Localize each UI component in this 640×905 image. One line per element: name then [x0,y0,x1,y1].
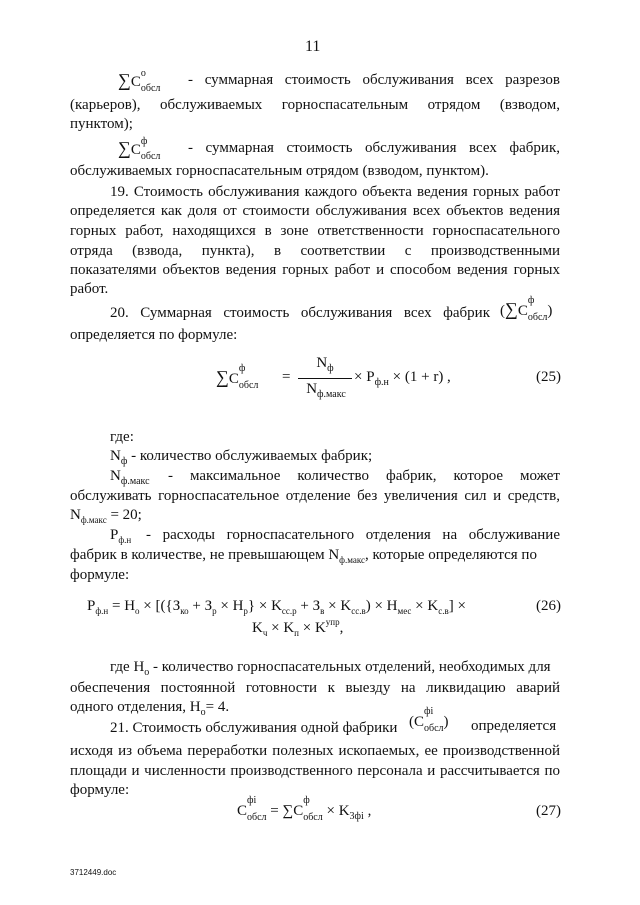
para21-line: исходя из объема переработки полезных ископаемых, ее производственной [70,743,560,759]
para21-word: определяется [471,718,557,734]
para19-line: 19. Стоимость обслуживания каждого объекта ведения горных работ [110,184,560,200]
where-n-factories: $N_ф$ - количество обслуживаемых фабрик; [110,448,373,467]
sum-c-obsl-o-symbol: ∑C о $_{обсл}$ [118,68,161,94]
para19-line: определяется как доля от стоимости обслуживания всех объектов ведения [70,203,560,219]
c-obsl-fi-inline: (C фi $_{обсл}$) [409,706,449,734]
formula-26-line2: $K_ч \times K_п \times K^{упр}$, [252,617,344,638]
where-line: обслуживать горноспасательное отделение без увеличения сил и средств, [70,488,560,504]
fraction-bar [298,378,352,379]
document-page: 11 ∑C о $_{обсл}$ - суммарная стоимость обслуживания всех разрезов (карьеров), обслуживаемых горноспасательным отрядом (взводом, пунктом); ∑C ф $_{обсл}$ - суммарная стоимость обслуживания всех фабрик, обслуживаемых горноспасательным отрядом (взводом, пунктом). 19. Стоимость обслуживания каждого объекта ведения горных работ определяется как доля от стоимости обслуживания всех объектов ведения горных работ, находящихся в зоне ответственности горноспасательного отряда (взвода, пункта), в соответствии с производственными показателями объектов ведения горных работ и способом ведения горных работ. 20. Суммарная стоимость обслуживания всех фабрик (∑C ф $_{обсл}$) определяется по формуле: ∑C ф $_{обсл}$ = $N_ф$ $N_{ф.макс}$ × $P_{ф.н} \times (1 + r)$ , (25) где: $N_ф$ - количество обслуживаемых фабрик; $N_{ф.макс}$ - максимальное количество фабрик, которое может обслуживать горноспасательное отделение без увеличения сил и средств, $N_{ф.макс} = 20$; $P_{ф.н}$ - расходы горноспасательного отделения на обслуживание фабрик в количестве, не превышающем $N_{ф.макс}$, которые определяются по формуле: $P_{ф.н} = H_о \times [(\{З_{ко} + З_р \times H_р\} \times K_{сс.р} + З_в \times K_{сс.в}) \times H_{мес} \times K_{с.в}]$ × $K_ч \times K_п \times K^{упр}$, (26) где $H_о$ - количество горноспасательных отделений, необходимых для обеспечения постоянной готовности к выезду на ликвидацию аварий одного отделения, $H_о= 4$. 21. Стоимость обслуживания одной фабрики (C фi $_{обсл}$) определяется исходя из объема переработки полезных ископаемых, ее производственной площади и численности производственного персонала и рассчитывается по формуле: C фi $_{обсл}$ = ∑C ф $_{обсл} \times K_{3фi}$ , (27) 3712449.doc [70,38,561,877]
formula-27: C фi $_{обсл}$ = ∑C ф $_{обсл} \times K_{3фi}$ , [237,795,372,823]
where-n-o: где $H_о$ - количество горноспасательных отделений, необходимых для [110,659,551,678]
formula-25-denominator: $N_{ф.макс}$ [306,381,346,400]
definition-line: обслуживаемых горноспасательным отрядом (взводом, пунктом). [70,163,489,179]
where-line: фабрик в количестве, не превышающем $N_{ф.макс}$, которые определяются по [70,547,537,565]
para20-line: определяется по формуле: [70,327,238,343]
formula-26-line1: $P_{ф.н} = H_о \times [(\{З_{ко} + З_р \times H_р\} \times K_{сс.р} + З_в \times K_{сс.в}) \times H_{мес} \times K_{с.в}]$ × [87,598,466,616]
para19-line: отряда (взвода, пункта), в соответствии с производственными [70,243,560,259]
footer-filename: 3712449.doc [70,868,117,877]
definition-line: (карьеров), обслуживаемых горноспасательным отрядом (взводом, [70,97,560,113]
para21-line: 21. Стоимость обслуживания одной фабрики [110,720,398,736]
sum-c-obsl-f-inline: (∑C ф $_{обсл}$) [500,295,553,323]
para19-line: горных работ, находящихся в зоне ответственности горноспасательного [70,223,560,239]
sum-c-obsl-f-symbol: ∑C ф $_{обсл}$ [118,136,161,162]
para19-line: работ. [70,281,109,297]
equation-number-27: (27) [536,803,561,819]
para19-line: показателями объектов ведения горных работ и способом ведения горных [70,262,560,278]
page-number: 11 [305,38,321,55]
para21-line: площади и численности производственного персонала и рассчитывается по [70,763,560,779]
formula-25-equals: = [282,369,291,385]
where-line: формуле: [70,567,130,583]
formula-25-rhs: × $P_{ф.н} \times (1 + r)$ , [354,369,451,388]
where-line: $N_{ф.макс} = 20$; [70,507,142,525]
para21-line: формуле: [70,782,130,798]
where-line: обеспечения постоянной готовности к выезду на ликвидацию аварий [70,680,560,696]
formula-25-numerator: $N_ф$ [316,355,334,374]
formula-25-lhs: ∑C ф $_{обсл}$ [216,363,259,391]
where-label: где: [110,429,134,445]
where-line: одного отделения, $H_о= 4$. [70,699,230,718]
equation-number-25: (25) [536,369,561,385]
definition-line: пунктом); [70,116,133,132]
equation-number-26: (26) [536,598,561,614]
para20-line: 20. Суммарная стоимость обслуживания всех фабрик [110,305,490,321]
